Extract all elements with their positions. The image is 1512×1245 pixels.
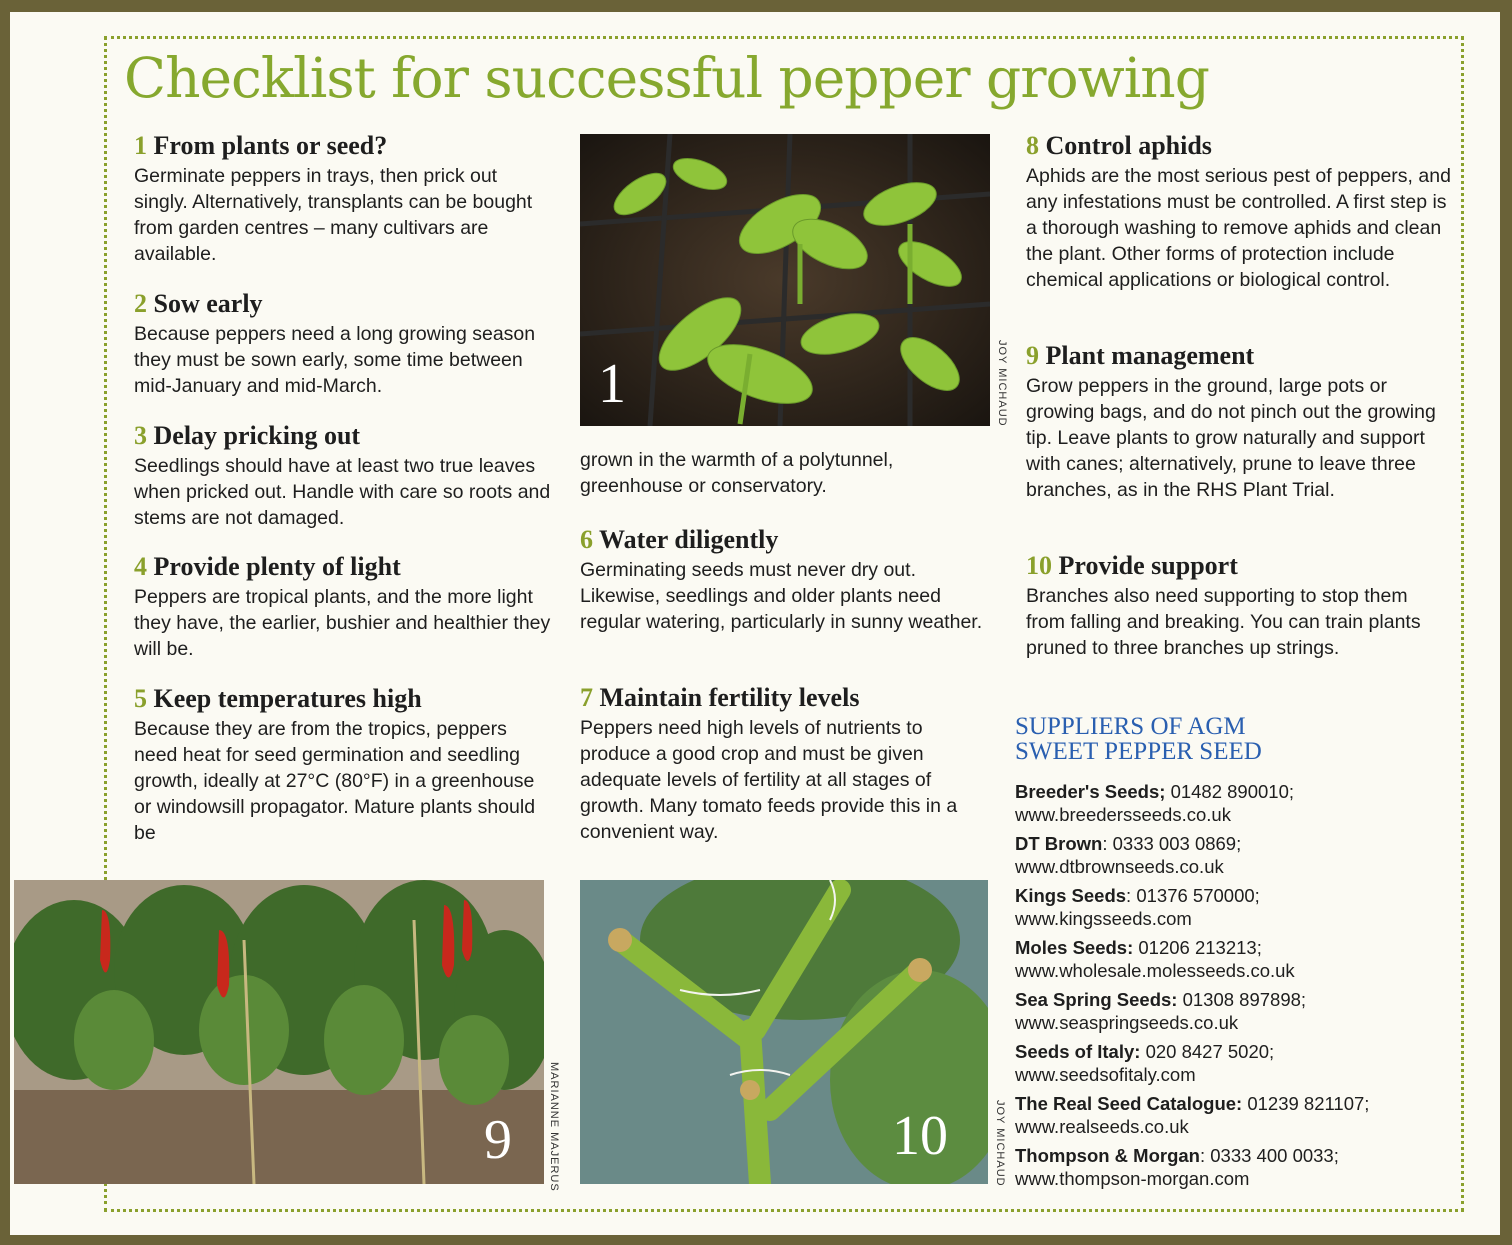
supplier-entry: Kings Seeds: 01376 570000; www.kingsseeds.com <box>1015 885 1260 929</box>
item-number: 5 <box>134 684 147 713</box>
item-text: Aphids are the most serious pest of peppers, and any infestations must be controlled. A first step is a thorough washing to remove aphids and clean the plant. Other forms of protection include chemical applications or biological control. <box>1026 165 1451 291</box>
photo-badge: 9 <box>484 1109 512 1171</box>
checklist-item-9 <box>1026 342 1451 503</box>
page-title: Checklist for successful pepper growing <box>124 46 1209 110</box>
supplier-entry: Breeder's Seeds; 01482 890010; www.breedersseeds.co.uk <box>1015 781 1295 825</box>
item-heading: 10 Provide support <box>1026 551 1238 580</box>
item-text: Because they are from the tropics, peppers need heat for seed germination and seedling growth, ideally at 27°C (80°F) in a greenhouse or windowsill propagator. Mature plants should be <box>134 718 536 844</box>
item-heading: 3 Delay pricking out <box>134 421 361 450</box>
supplier-url: www.dtbrownseeds.co.uk <box>1015 856 1224 877</box>
item-heading: 4 Provide plenty of light <box>134 552 401 581</box>
item-text: Grow peppers in the ground, large pots or growing bags, and do not pinch out the growing tip. Leave plants to grow naturally and support with canes; alternatively, prune to leave three branches, as in the RHS Plant Trial. <box>1026 375 1436 501</box>
item-text: Branches also need supporting to stop them from falling and breaking. You can train plants pruned to three branches up strings. <box>1026 585 1421 659</box>
checklist-item-7 <box>580 684 980 845</box>
item-number: 3 <box>134 421 147 450</box>
checklist-item-6 <box>580 526 1000 635</box>
item-heading: 5 Keep temperatures high <box>134 684 422 713</box>
suppliers-list <box>1015 780 1445 1196</box>
supplier-entry: Moles Seeds: 01206 213213; www.wholesale.molesseeds.co.uk <box>1015 937 1295 981</box>
checklist-item-10 <box>1026 552 1436 661</box>
item-text: Peppers need high levels of nutrients to produce a good crop and must be given adequate levels of fertility at all stages of growth. Many tomato feeds provide this in a convenient way. <box>580 717 958 843</box>
item-heading: 2 Sow early <box>134 289 263 318</box>
supplier-entry: Sea Spring Seeds: 01308 897898; www.seaspringseeds.co.uk <box>1015 989 1307 1033</box>
item-text: Germinating seeds must never dry out. Likewise, seedlings and older plants need regular watering, particularly in sunny weather. <box>580 559 983 633</box>
photo-credit: JOY MICHAUD <box>996 340 1008 427</box>
item-heading: 7 Maintain fertility levels <box>580 683 860 712</box>
item-number: 6 <box>580 525 593 554</box>
supplier-url: www.breedersseeds.co.uk <box>1015 804 1231 825</box>
item-heading: 1 From plants or seed? <box>134 131 388 160</box>
item-number: 8 <box>1026 131 1039 160</box>
item-number: 10 <box>1026 551 1052 580</box>
item-heading: 9 Plant management <box>1026 341 1255 370</box>
suppliers-heading: SUPPLIERS OF AGM SWEET PEPPER SEED <box>1015 713 1262 765</box>
checklist-item-5 <box>134 685 554 846</box>
supplier-url: www.seaspringseeds.co.uk <box>1015 1012 1239 1033</box>
supplier-entry: Seeds of Italy: 020 8427 5020; www.seedsofitaly.com <box>1015 1041 1275 1085</box>
item-text: Seedlings should have at least two true leaves when pricked out. Handle with care so roots and stems are not damaged. <box>134 455 551 529</box>
supplier-url: www.kingsseeds.com <box>1015 908 1192 929</box>
item-number: 2 <box>134 289 147 318</box>
item-heading: 8 Control aphids <box>1026 131 1212 160</box>
pepper-stem-photo <box>580 880 988 1184</box>
photo-credit: MARIANNE MAJERUS <box>548 1062 560 1192</box>
item-text: Germinate peppers in trays, then prick out singly. Alternatively, transplants can be bought from garden centres – many cultivars are available. <box>134 165 533 265</box>
item-text: Because peppers need a long growing season they must be sown early, some time between mid-January and mid-March. <box>134 323 536 397</box>
item-heading: 6 Water diligently <box>580 525 779 554</box>
photo-badge: 1 <box>598 353 626 415</box>
item-number: 4 <box>134 552 147 581</box>
item-text: Peppers are tropical plants, and the more light they have, the earlier, bushier and healthier they will be. <box>134 586 551 660</box>
supplier-entry: DT Brown: 0333 003 0869; www.dtbrownseeds.co.uk <box>1015 833 1242 877</box>
checklist-item-8 <box>1026 132 1451 293</box>
supplier-url: www.wholesale.molesseeds.co.uk <box>1015 960 1295 981</box>
supplier-url: www.realseeds.co.uk <box>1015 1116 1189 1137</box>
checklist-item-4 <box>134 553 554 662</box>
supplier-entry: Thompson & Morgan: 0333 400 0033; www.thompson-morgan.com <box>1015 1145 1339 1189</box>
item-5-continuation: grown in the warmth of a polytunnel, greenhouse or conservatory. <box>580 449 894 497</box>
item-number: 1 <box>134 131 147 160</box>
checklist-item-1 <box>134 132 554 267</box>
item-number: 7 <box>580 683 593 712</box>
supplier-url: www.thompson-morgan.com <box>1015 1168 1250 1189</box>
checklist-item-2 <box>134 290 554 399</box>
supplier-entry: The Real Seed Catalogue: 01239 821107; www.realseeds.co.uk <box>1015 1093 1370 1137</box>
item-number: 9 <box>1026 341 1039 370</box>
pepper-plants-photo <box>14 880 544 1184</box>
photo-credit: JOY MICHAUD <box>994 1100 1006 1187</box>
photo-badge: 10 <box>892 1105 948 1167</box>
supplier-url: www.seedsofitaly.com <box>1015 1064 1196 1085</box>
seedlings-photo <box>580 134 990 426</box>
checklist-item-3 <box>134 422 554 531</box>
